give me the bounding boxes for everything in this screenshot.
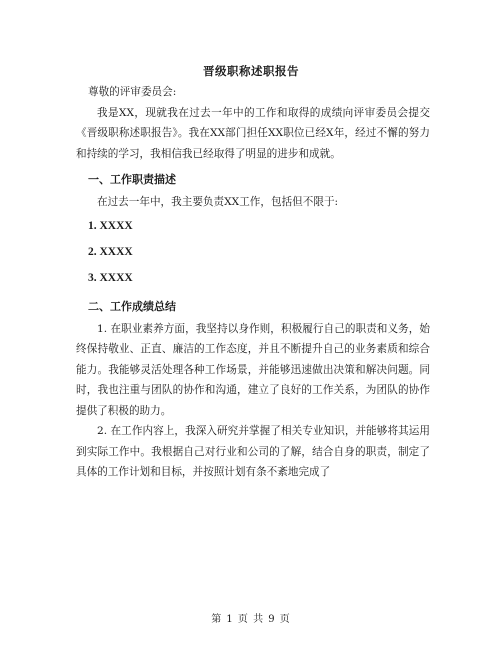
duties-lead: 在过去一年中，我主要负责XX工作，包括但不限于: — [97, 196, 339, 208]
achievement-paragraph-2: 2. 在工作内容上，我深入研究并掌握了相关专业知识，并能够将其运用到实际工作中。我根据自己对行业和公司的了解，结合自身的职责，制定了具体的工作计划和目标，并按照计划有条不紊地完成了 — [76, 425, 430, 478]
achievement-paragraph-1: 1. 在职业素养方面，我坚持以身作则，积极履行自己的职责和义务，始终保持敬业、正直、廉洁的工作态度，并且不断提升自己的业务素质和综合能力。我能够灵活处理各种工作场景，并能够迅速做出决策和解决问题。同时，我也注重与团队的协作和沟通，建立了良好的工作关系，为团队的协作提供了积极的助力。 — [76, 322, 430, 417]
intro-paragraph: 我是XX，现就我在过去一年中的工作和取得的成绩向评审委员会提交《晋级职称述职报告》。我在XX部门担任XX职位已经X年，经过不懈的努力和持续的学习，我相信我已经取得了明显的进步和成就。 — [76, 106, 430, 160]
document-body — [76, 82, 430, 483]
section-heading-achievements: 二、工作成绩总结 — [88, 299, 176, 313]
duty-item: 1. XXXX — [88, 219, 133, 232]
duty-item: 2. XXXX — [88, 245, 133, 258]
page-number: 第 1 页 共 9 页 — [211, 614, 291, 625]
greeting: 尊敬的评审委员会: — [88, 86, 177, 98]
duty-item: 3. XXXX — [88, 271, 133, 284]
document-title: 晋级职称述职报告 — [203, 64, 299, 78]
section-heading-duties: 一、工作职责描述 — [88, 173, 176, 186]
